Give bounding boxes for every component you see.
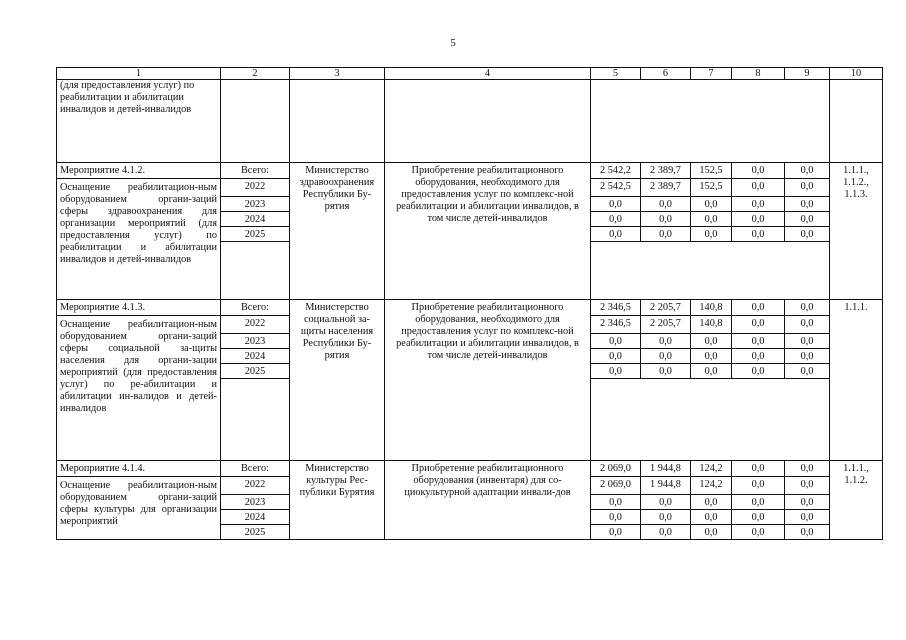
year-cell: 2023: [221, 197, 290, 212]
empty-cell: [221, 379, 290, 461]
amount-cell: 0,0: [785, 525, 830, 540]
year-cell: 2025: [221, 364, 290, 379]
column-header: 3: [290, 68, 385, 80]
program-measures-table: [56, 67, 883, 540]
amount-cell: 0,0: [785, 495, 830, 510]
amount-cell: 0,0: [785, 349, 830, 364]
year-cell: 2025: [221, 525, 290, 540]
amount-cell: 0,0: [641, 364, 691, 379]
amount-cell: 0,0: [691, 212, 732, 227]
amount-cell: 2 542,5: [591, 179, 641, 197]
amount-cell: 0,0: [641, 227, 691, 242]
amount-cell: 0,0: [641, 212, 691, 227]
year-cell: Всего:: [221, 300, 290, 316]
amount-cell: 0,0: [641, 525, 691, 540]
description-line: реабилитации и абилитации: [60, 92, 184, 103]
amount-cell: 0,0: [691, 364, 732, 379]
amount-cell: 2 205,7: [641, 300, 691, 316]
amount-cell: 1 944,8: [641, 477, 691, 495]
amount-cell: 0,0: [732, 461, 785, 477]
page-number: 5: [450, 37, 456, 49]
amount-cell: 0,0: [591, 525, 641, 540]
amount-cell: 0,0: [732, 477, 785, 495]
year-cell: 2022: [221, 179, 290, 197]
amount-cell: 2 389,7: [641, 163, 691, 179]
amount-cell: 0,0: [641, 334, 691, 349]
measure-title: Мероприятие 4.1.2.: [57, 163, 221, 179]
year-cell: 2023: [221, 495, 290, 510]
amount-cell: 152,5: [691, 179, 732, 197]
indicator-cell: 1.1.1., 1.1.2., 1.1.3.: [830, 163, 883, 300]
measure-purpose: Приобретение реабилитационного оборудования, необходимого для предоставления услуг по комплекс-ной реабилитации и абилитации инвалидов, в том числе детей-инвалидов: [385, 163, 591, 300]
amount-cell: 124,2: [691, 461, 732, 477]
amount-cell: 0,0: [785, 179, 830, 197]
column-header: 9: [785, 68, 830, 80]
amount-cell: 0,0: [732, 179, 785, 197]
empty-cell: [221, 242, 290, 300]
amount-cell: 0,0: [785, 227, 830, 242]
amount-cell: 0,0: [732, 495, 785, 510]
amount-cell: 0,0: [785, 316, 830, 334]
empty-cell: [385, 80, 591, 163]
amount-cell: 0,0: [785, 510, 830, 525]
amount-cell: 0,0: [785, 163, 830, 179]
measure-purpose: Приобретение реабилитационного оборудования, необходимого для предоставления услуг по комплекс-ной реабилитации и абилитации инвалидов, в том числе детей-инвалидов: [385, 300, 591, 461]
amount-cell: 0,0: [691, 227, 732, 242]
amount-cell: 0,0: [732, 510, 785, 525]
year-cell: 2024: [221, 212, 290, 227]
amount-cell: 0,0: [591, 212, 641, 227]
year-cell: 2024: [221, 349, 290, 364]
amount-cell: 0,0: [732, 525, 785, 540]
year-cell: 2022: [221, 316, 290, 334]
amount-cell: 2 542,2: [591, 163, 641, 179]
indicator-cell: 1.1.1.: [830, 300, 883, 461]
column-header: 10: [830, 68, 883, 80]
column-header: 4: [385, 68, 591, 80]
description-line: инвалидов и детей-инвалидов: [60, 104, 192, 115]
amount-cell: 140,8: [691, 300, 732, 316]
amount-cell: 0,0: [591, 197, 641, 212]
empty-cell: [591, 242, 830, 300]
year-cell: 2025: [221, 227, 290, 242]
amount-cell: 0,0: [691, 349, 732, 364]
continuation-description: [57, 80, 221, 163]
amount-cell: 0,0: [691, 510, 732, 525]
column-header: 7: [691, 68, 732, 80]
column-header: 6: [641, 68, 691, 80]
amount-cell: 0,0: [732, 364, 785, 379]
amount-cell: 0,0: [732, 163, 785, 179]
amount-cell: 0,0: [785, 212, 830, 227]
amount-cell: 0,0: [641, 495, 691, 510]
amount-cell: 0,0: [732, 212, 785, 227]
amount-cell: 0,0: [785, 364, 830, 379]
amount-cell: 2 346,5: [591, 300, 641, 316]
amount-cell: 0,0: [785, 477, 830, 495]
year-cell: 2022: [221, 477, 290, 495]
amount-cell: 140,8: [691, 316, 732, 334]
amount-cell: 0,0: [785, 197, 830, 212]
continuation-row: [57, 80, 883, 163]
amount-cell: 0,0: [591, 334, 641, 349]
measure-title: Мероприятие 4.1.4.: [57, 461, 221, 477]
column-header: 2: [221, 68, 290, 80]
measure-row: [57, 461, 883, 477]
measure-description: Оснащение реабилитацион-ным оборудованием органи-заций сферы социальной за-щиты населения для органи-зации мероприятий (для предоставления услуг) по ре-абилитации и абилитации ин-валидов и детей-инвалидов: [57, 316, 221, 461]
amount-cell: 152,5: [691, 163, 732, 179]
amount-cell: 0,0: [591, 364, 641, 379]
amount-cell: 0,0: [732, 316, 785, 334]
column-header: 8: [732, 68, 785, 80]
amount-cell: 0,0: [732, 349, 785, 364]
amount-cell: 124,2: [691, 477, 732, 495]
measure-title: Мероприятие 4.1.3.: [57, 300, 221, 316]
measure-executor: Министерство здравоохранения Республики Бу-рятия: [290, 163, 385, 300]
amount-cell: 0,0: [641, 197, 691, 212]
amount-cell: 0,0: [591, 495, 641, 510]
column-header: 1: [57, 68, 221, 80]
year-cell: Всего:: [221, 461, 290, 477]
amount-cell: 0,0: [785, 334, 830, 349]
measure-description: Оснащение реабилитацион-ным оборудованием органи-заций сферы здравоохранения для организации мероприятий (для предоставления услуг) по реабилитации и абилитации инвалидов и детей-инвалидов: [57, 179, 221, 300]
year-cell: Всего:: [221, 163, 290, 179]
empty-cell: [591, 80, 830, 163]
description-line: (для предоставления услуг) по: [60, 80, 195, 91]
indicator-cell: 1.1.1., 1.1.2.: [830, 461, 883, 540]
measure-row: [57, 163, 883, 179]
amount-cell: 0,0: [785, 461, 830, 477]
amount-cell: 0,0: [785, 300, 830, 316]
empty-cell: [290, 80, 385, 163]
amount-cell: 2 346,5: [591, 316, 641, 334]
measure-executor: Министерство культуры Рес-публики Бурятия: [290, 461, 385, 540]
amount-cell: 2 205,7: [641, 316, 691, 334]
column-header-row: [57, 68, 883, 80]
measure-executor: Министерство социальной за-щиты населения Республики Бу-рятия: [290, 300, 385, 461]
amount-cell: 0,0: [641, 349, 691, 364]
amount-cell: 0,0: [691, 525, 732, 540]
amount-cell: 0,0: [732, 334, 785, 349]
amount-cell: 0,0: [732, 300, 785, 316]
amount-cell: 0,0: [691, 197, 732, 212]
amount-cell: 2 069,0: [591, 477, 641, 495]
empty-cell: [591, 379, 830, 461]
year-cell: 2023: [221, 334, 290, 349]
amount-cell: 0,0: [641, 510, 691, 525]
amount-cell: 0,0: [591, 349, 641, 364]
amount-cell: 0,0: [691, 334, 732, 349]
measure-description: Оснащение реабилитацион-ным оборудованием органи-заций сферы культуры для организации мероприятий: [57, 477, 221, 540]
amount-cell: 2 389,7: [641, 179, 691, 197]
amount-cell: 0,0: [591, 227, 641, 242]
year-cell: 2024: [221, 510, 290, 525]
amount-cell: 0,0: [732, 227, 785, 242]
amount-cell: 0,0: [732, 197, 785, 212]
column-header: 5: [591, 68, 641, 80]
amount-cell: 1 944,8: [641, 461, 691, 477]
amount-cell: 2 069,0: [591, 461, 641, 477]
measure-row: [57, 300, 883, 316]
empty-cell: [830, 80, 883, 163]
empty-cell: [221, 80, 290, 163]
amount-cell: 0,0: [691, 495, 732, 510]
amount-cell: 0,0: [591, 510, 641, 525]
measure-purpose: Приобретение реабилитационного оборудования (инвентаря) для со-циокультурной адаптации инвали-дов: [385, 461, 591, 540]
